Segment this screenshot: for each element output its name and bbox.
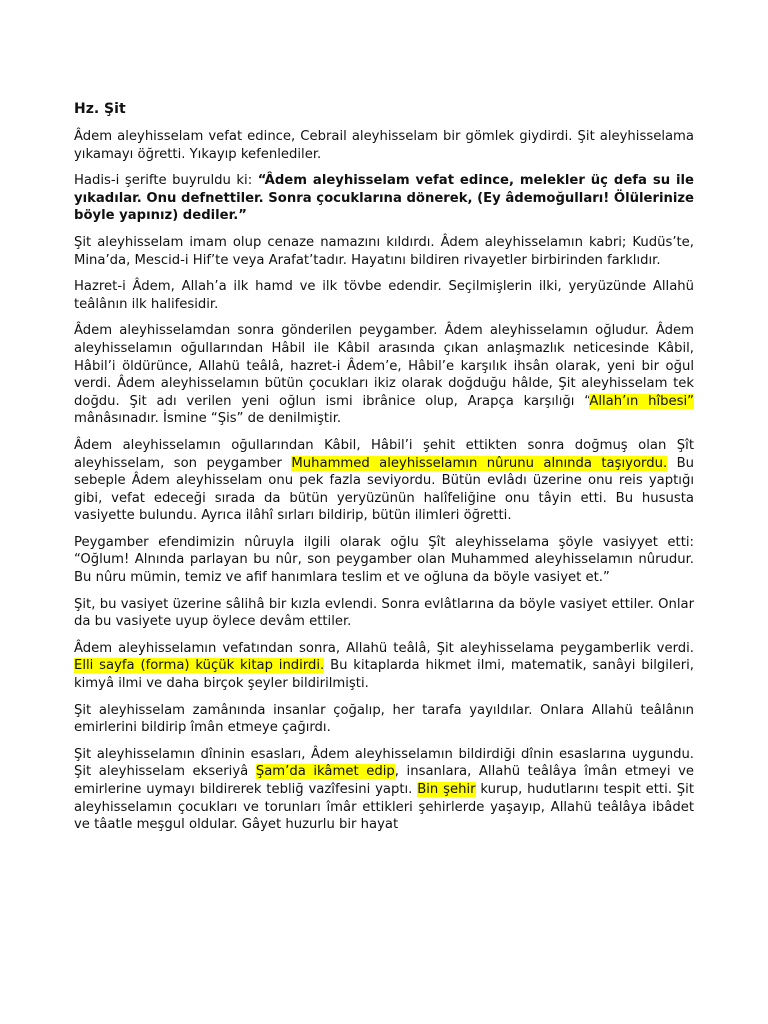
highlighted-text: Muhammed aleyhisselamın nûrunu alnında taşıyordu.: [291, 455, 668, 471]
paragraph-text: Peygamber efendimizin nûruyla ilgili olarak oğlu Şît aleyhisselama şöyle vasiyyet etti: “Oğlum! Alnında parlayan bu nûr, son peygamber olan Muhammed aleyhisselamın nûrudur. Bu nûru mümin, temiz ve afif hanımlara teslim et ve oğluna da böyle vasiyet et.”: [74, 534, 694, 586]
highlighted-text: Bin şehir: [417, 782, 476, 797]
paragraph-6: [74, 437, 694, 525]
paragraph-11: [74, 746, 694, 834]
document-page: [74, 98, 694, 843]
paragraph-text: Hazret-i Âdem, Allah’a ilk hamd ve ilk tövbe edendir. Seçilmişlerin ilki, yeryüzünde Allahü teâlânın ilk halifesidir.: [74, 279, 694, 312]
document-body: [74, 128, 694, 834]
paragraph-text: Âdem aleyhisselamdan sonra gönderilen peygamber. Âdem aleyhisselamın oğludur. Âdem aleyhisselamın oğullarından Hâbil ile Kâbil arasında çıkan anlaşmazlık neticesinde Kâbil, Hâbil’i öldürünce, Allahü teâlâ, hazret-i Âdem’e, Hâbil’e karşılık ihsân olarak, yeni bir oğul verdi. Âdem aleyhisselamın bütün çocukları ikiz olarak doğduğu hâlde, Şit aleyhisselam tek doğdu. Şit adı verilen yeni oğlun ismi ibrânice olup, Arapça karşılığı “: [74, 323, 694, 409]
paragraph-text: Âdem aleyhisselam vefat edince, Cebrail aleyhisselam bir gömlek giydirdi. Şit aleyhisselama yıkamayı öğretti. Yıkayıp kefenlediler.: [74, 129, 694, 162]
paragraph-3: [74, 234, 694, 269]
paragraph-text: Âdem aleyhisselamın vefatından sonra, Allahü teâlâ, Şit aleyhisselama peygamberlik verdi.: [74, 640, 694, 656]
paragraph-10: [74, 702, 694, 737]
paragraph-text: Şit, bu vasiyet üzerine sâlihâ bir kızla evlendi. Sonra evlâtlarına da böyle vasiyet ettiler. Onlar da bu vasiyete uyup öylece devâm ettiler.: [74, 596, 694, 630]
paragraph-text: kurup, hudutlarını tespit etti. Şit aleyhisselamın çocukları ve torunları îmâr ettikleri şehirlerde yaşayıp, Allahü teâlâya ibâdet ve tâatle meşgul oldular. Gâyet huzurlu bir hayat: [74, 782, 694, 833]
paragraph-8: [74, 596, 694, 631]
paragraph-text: Hadis-i şerifte buyruldu ki:: [74, 173, 258, 189]
paragraph-4: [74, 278, 694, 313]
paragraph-text: mânâsınadır. İsmine “Şis” de denilmiştir.: [74, 411, 342, 427]
paragraph-text: Şit aleyhisselam zamânında insanlar çoğalıp, her tarafa yayıldılar. Onlara Allahü teâlânın emirlerini bildirip îmân etmeye çağırdı.: [74, 702, 694, 736]
paragraph-5: [74, 322, 694, 428]
document-title: Hz. Şit: [74, 101, 126, 117]
paragraph-9: [74, 640, 694, 693]
paragraph-7: [74, 534, 694, 587]
paragraph-2: [74, 172, 694, 225]
highlighted-text: Şam’da ikâmet edip: [255, 764, 395, 780]
paragraph-text: Bu kitaplarda hikmet ilmi, matematik, sanâyi bilgileri, kimyâ ilmi ve daha birçok şeyler bildirilmişti.: [74, 658, 694, 692]
bold-quote-text: “Âdem aleyhisselam vefat edince, melekler üç defa su ile yıkadılar. Onu defnettiler. Sonra çocuklarına dönerek, (Ey âdemoğulları! Ölülerinize böyle yapınız) dediler.”: [74, 173, 694, 224]
highlighted-text: Allah’ın hîbesi”: [589, 393, 694, 409]
highlighted-text: Elli sayfa (forma) küçük kitap indirdi.: [74, 658, 325, 674]
paragraph-text: Şit aleyhisselamın dîninin esasları, Âdem aleyhisselamın bildirdiği dînin esaslarına uygundu. Şit aleyhisselam ekseriyâ: [74, 746, 694, 780]
paragraph-text: Şit aleyhisselam imam olup cenaze namazını kıldırdı. Âdem aleyhisselamın kabri; Kudüs’te, Mina’da, Mescid-i Hif’te veya Arafat’tadır. Hayatını bildiren rivayetler birbirinden farklıdır.: [74, 234, 694, 268]
paragraph-1: [74, 128, 694, 163]
paragraph-text: Âdem aleyhisselamın oğullarından Kâbil, Hâbil’i şehit ettikten sonra doğmuş olan Şît aleyhisselam, son peygamber: [74, 437, 694, 471]
paragraph-text: , insanlara, Allahü teâlâya îmân etmeyi ve emirlerine uymayı bildirerek tebliğ vazîfesini yaptı.: [74, 764, 694, 797]
paragraph-text: Bu sebeple Âdem aleyhisselam onu pek fazla seviyordu. Bütün evlâdı üzerine onu reis yaptığı gibi, vefat edeceği sırada da bütün yeryüzünün halîfeliğine onu tâyin etti. Bu hususta vasiyette bulundu. Ayrıca ilâhî sırları bildirip, bütün ilimleri öğretti.: [74, 455, 694, 524]
